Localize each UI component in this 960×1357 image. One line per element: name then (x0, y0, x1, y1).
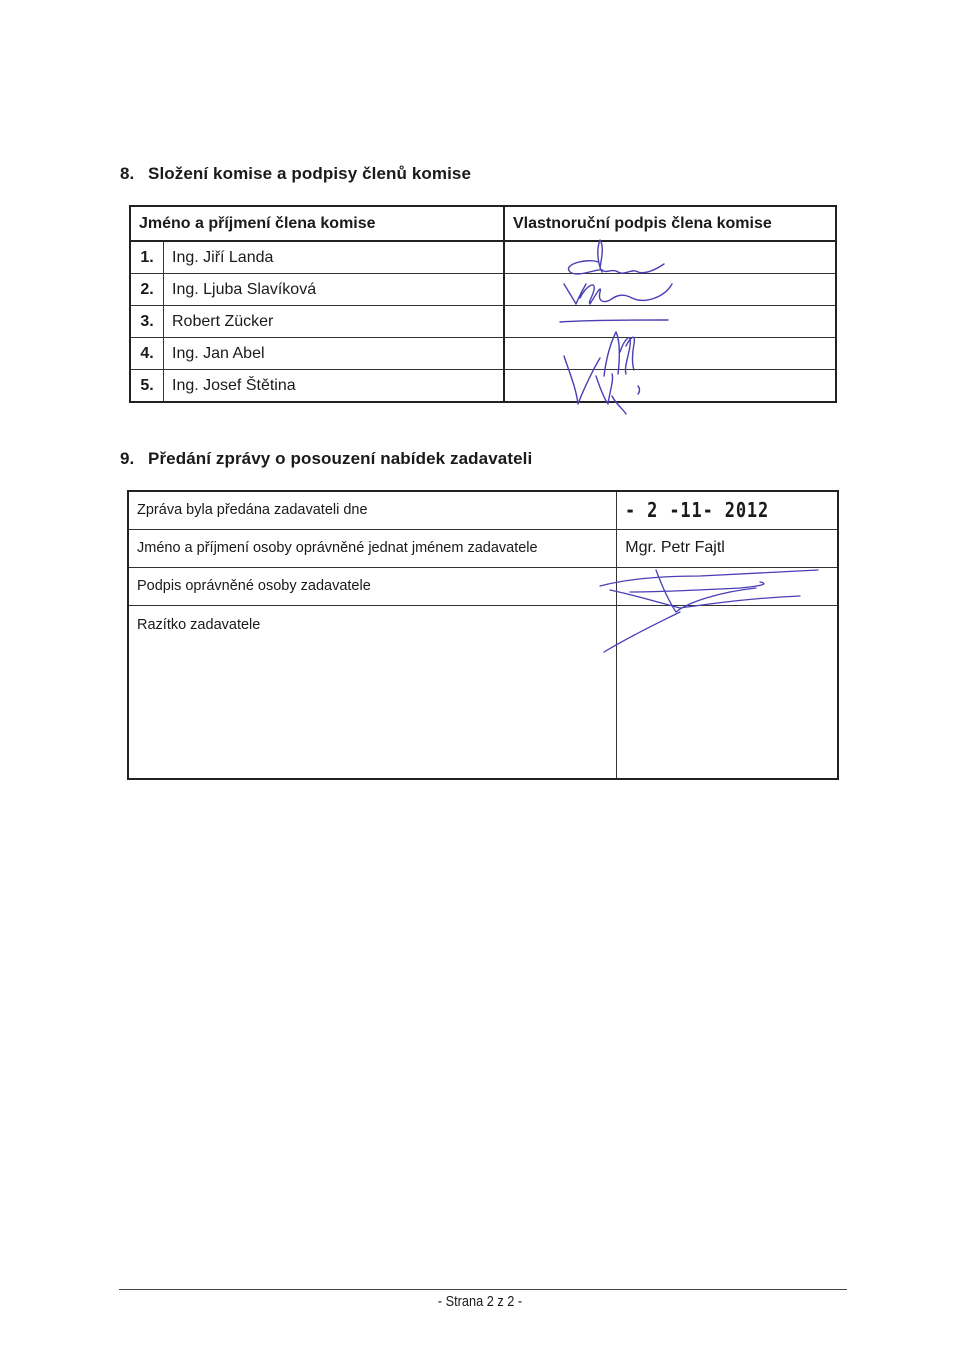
member-name: Ing. Jiří Landa (164, 241, 505, 274)
delivered-label: Zpráva byla předána zadavateli dne (128, 491, 617, 529)
section-8-heading (120, 164, 471, 184)
section-9-heading (120, 449, 532, 469)
section-9-title: Předání zprávy o posouzení nabídek zadavateli (148, 449, 533, 468)
table-row (128, 491, 838, 529)
column-header-name: Jméno a příjmení člena komise (130, 206, 504, 241)
stamp-cell (617, 605, 838, 779)
table-row (130, 338, 836, 370)
commission-table (129, 205, 837, 403)
member-index: 2. (130, 274, 164, 306)
handover-table (127, 490, 839, 780)
section-9-number: 9. (120, 449, 135, 468)
authorized-name-cell (617, 529, 838, 567)
member-name: Robert Zücker (164, 306, 505, 338)
commission-header-row (130, 206, 836, 241)
table-row (130, 274, 836, 306)
member-signature-cell (504, 338, 836, 370)
table-row (128, 567, 838, 605)
table-row (130, 241, 836, 274)
table-row (130, 306, 836, 338)
authorized-label: Jméno a příjmení osoby oprávněné jednat jménem zadavatele (128, 529, 617, 567)
delivered-date-cell (617, 491, 838, 529)
table-row (128, 605, 838, 779)
member-signature-cell (504, 241, 836, 274)
member-index: 5. (130, 370, 164, 403)
member-name: Ing. Jan Abel (164, 338, 505, 370)
member-name: Ing. Josef Štětina (164, 370, 505, 403)
section-8-title: Složení komise a podpisy členů komise (148, 164, 472, 183)
section-8-number: 8. (120, 164, 135, 183)
member-index: 4. (130, 338, 164, 370)
member-signature-cell (504, 370, 836, 403)
member-signature-cell (504, 274, 836, 306)
stamp-label: Razítko zadavatele (128, 605, 617, 779)
table-row (130, 370, 836, 403)
authorized-name: Mgr. Petr Fajtl (625, 539, 725, 556)
member-signature-cell (504, 306, 836, 338)
member-index: 1. (130, 241, 164, 274)
member-index: 3. (130, 306, 164, 338)
date-stamp: - 2 -11- 2012 (625, 498, 770, 523)
column-header-signature: Vlastnoruční podpis člena komise (504, 206, 836, 241)
page-number: - Strana 2 z 2 - (437, 1293, 523, 1310)
footer-rule (119, 1289, 847, 1290)
member-name: Ing. Ljuba Slavíková (164, 274, 505, 306)
signature-label: Podpis oprávněné osoby zadavatele (128, 567, 617, 605)
authorized-signature-cell (617, 567, 838, 605)
table-row (128, 529, 838, 567)
